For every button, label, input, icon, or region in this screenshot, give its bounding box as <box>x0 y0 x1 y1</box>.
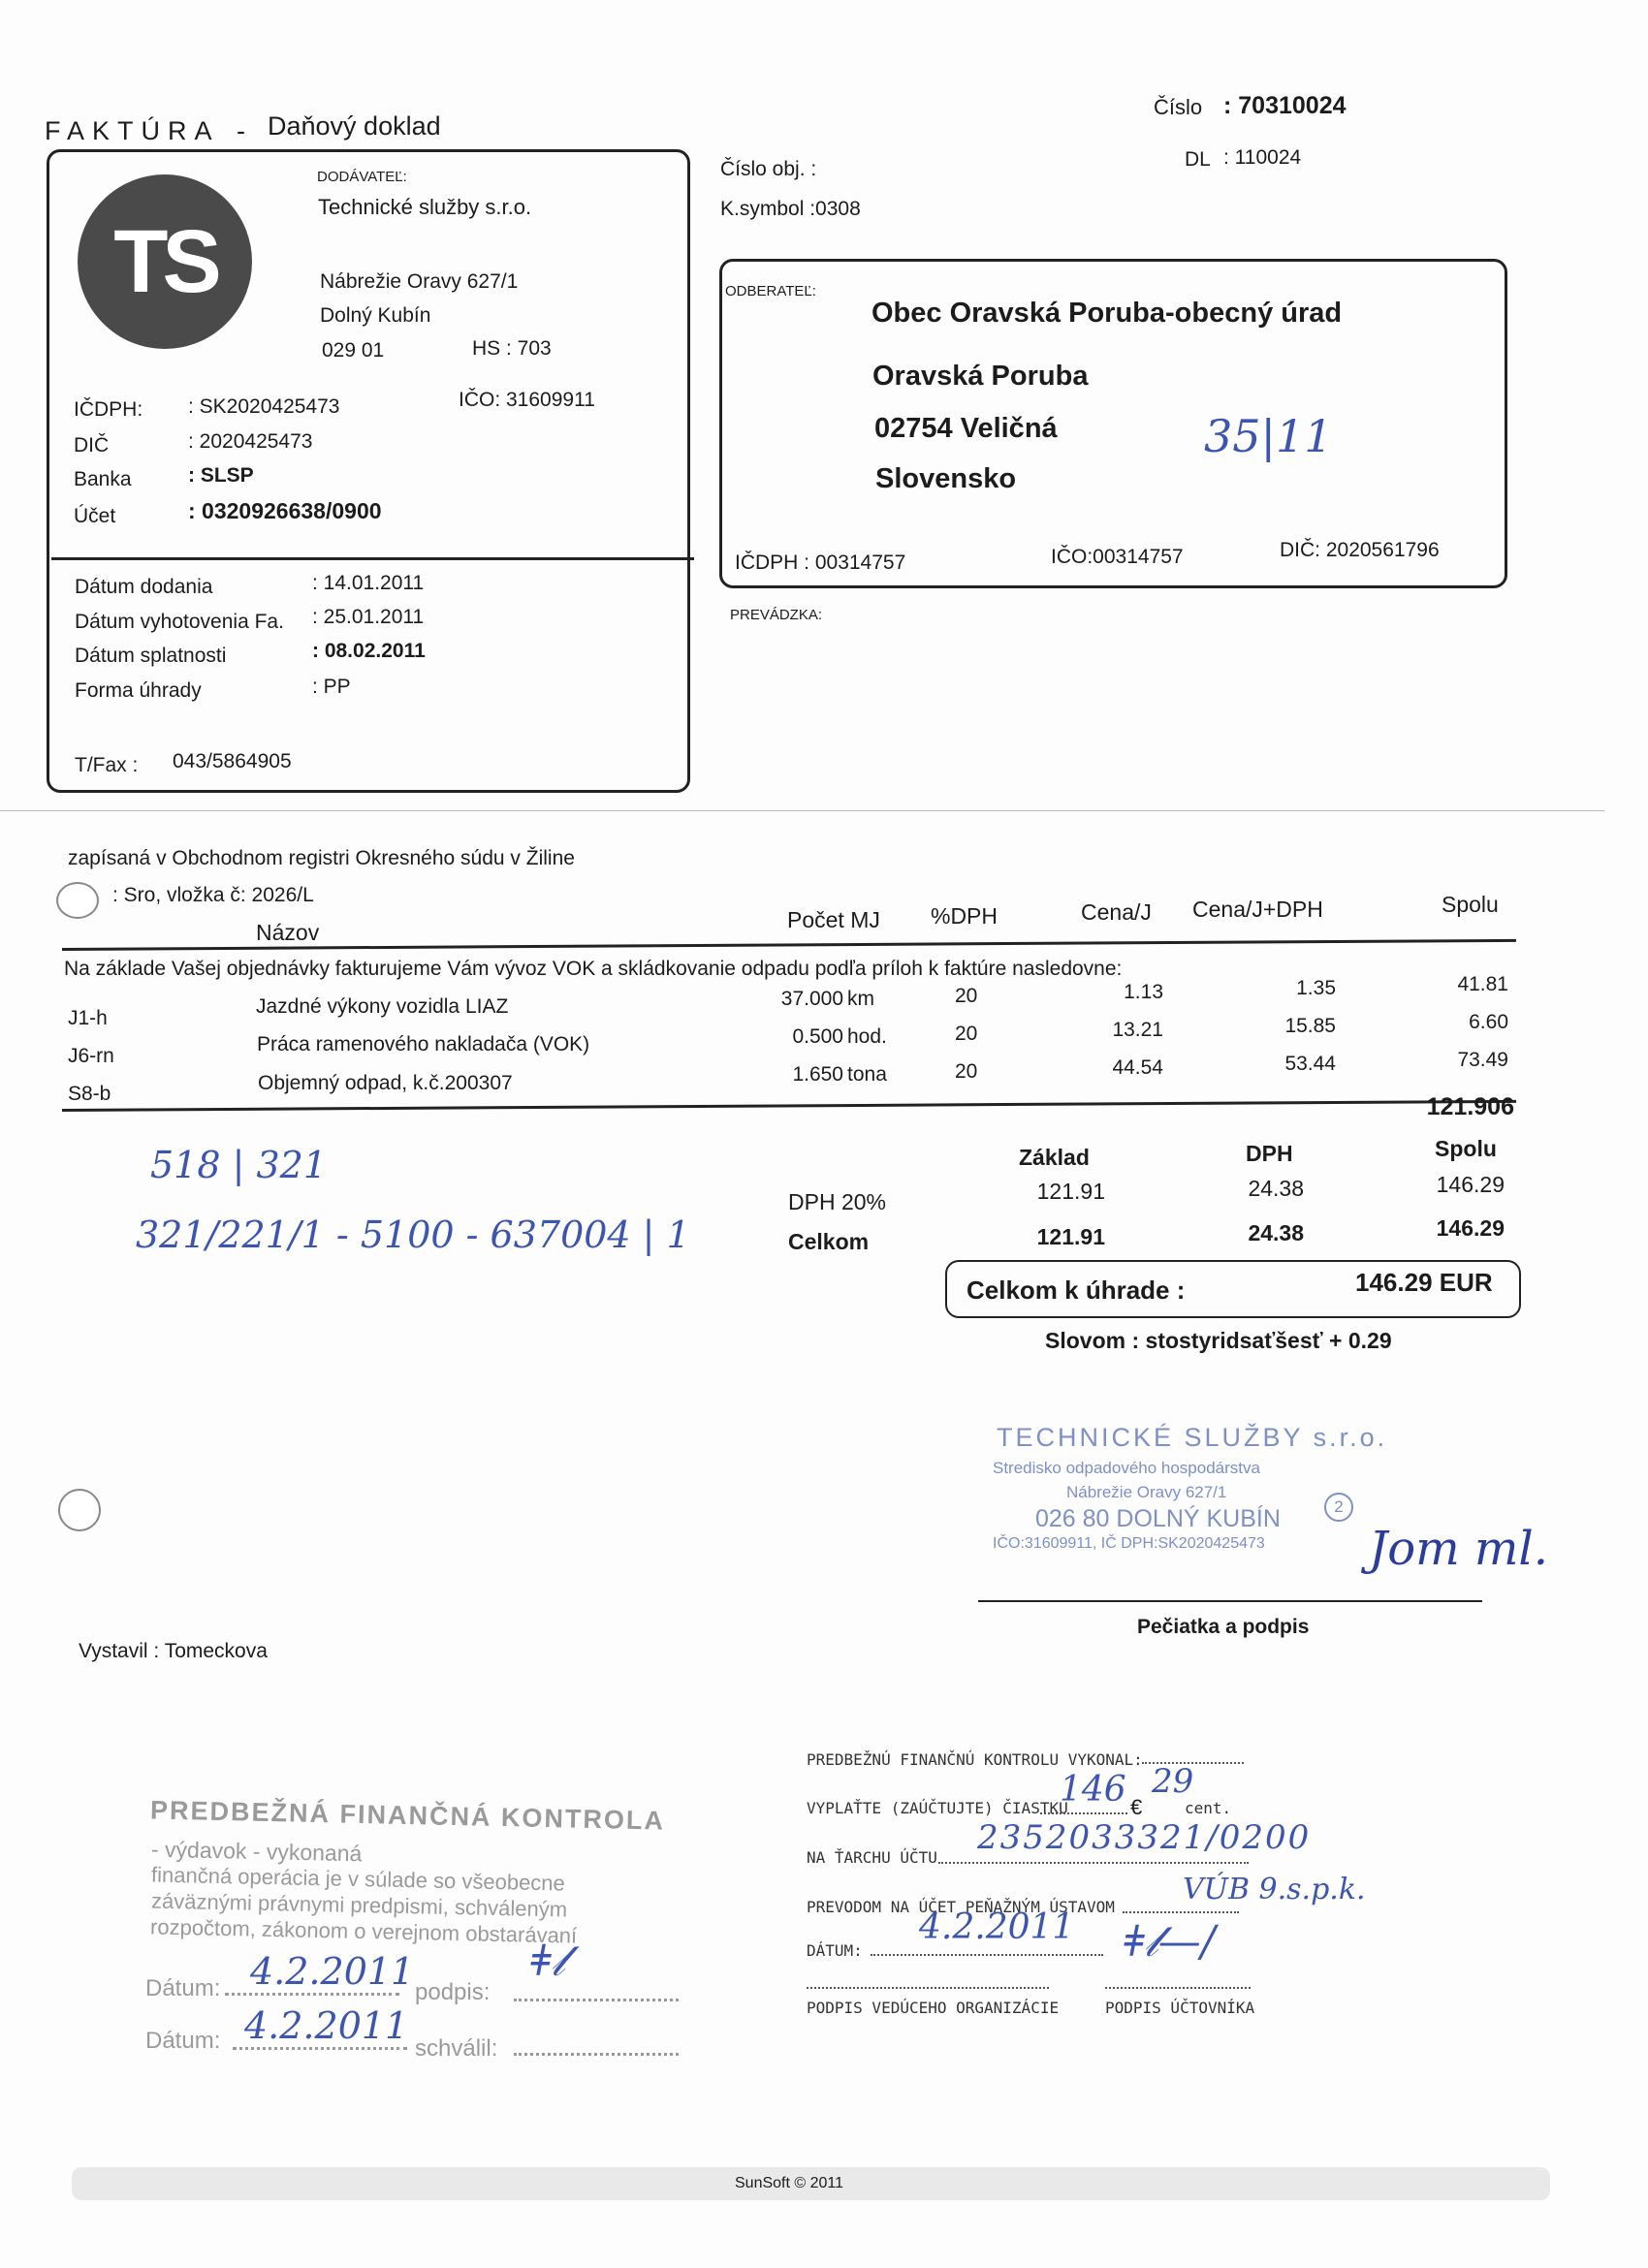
date-due-label: Dátum splatnosti <box>75 645 227 667</box>
supplier-street: Nábrežie Oravy 627/1 <box>320 270 519 293</box>
row1-price: 1.13 <box>1124 981 1163 1003</box>
row2-code: J6-rn <box>68 1045 114 1067</box>
row3-name: Objemný odpad, k.č.200307 <box>258 1072 513 1094</box>
payment-sig1-label: PODPIS VEDÚCEHO ORGANIZÁCIE <box>807 1999 1060 2017</box>
col-header-total: Spolu <box>1442 892 1499 917</box>
footer-software: SunSoft © 2011 <box>735 2175 844 2191</box>
date-delivery: : 14.01.2011 <box>312 572 425 594</box>
row3-qty: 1.650 <box>792 1063 843 1086</box>
row3-code: S8-b <box>68 1083 111 1105</box>
table-grand-total: 121.906 <box>1426 1093 1514 1120</box>
stamp-company-line2: Stredisko odpadového hospodárstva <box>993 1459 1260 1477</box>
customer-handwritten-note: 35|11 <box>1204 410 1333 462</box>
company-logo <box>78 174 252 349</box>
control-date1-value: 4.2.2011 <box>250 1950 415 1993</box>
row1-total: 41.81 <box>1457 973 1508 995</box>
payment-form: : PP <box>312 676 351 698</box>
row3-total: 73.49 <box>1457 1049 1508 1071</box>
summary-total-label: Celkom <box>788 1229 870 1254</box>
payment-amount-label: VYPLAŤTE (ZAÚČTUJTE) ČIASTKU <box>807 1799 1068 1817</box>
invoice-number: : 70310024 <box>1223 92 1347 119</box>
signature-label: Pečiatka a podpis <box>1137 1616 1310 1638</box>
payment-form-label: Forma úhrady <box>75 679 202 702</box>
table-footer-rule <box>62 1100 1516 1112</box>
doc-subtitle: Daňový doklad <box>268 111 441 141</box>
customer-icdph: IČDPH : 00314757 <box>735 551 906 574</box>
stamp-company-line1: TECHNICKÉ SLUŽBY s.r.o. <box>997 1423 1388 1452</box>
col-header-price: Cena/J <box>1081 899 1152 925</box>
supplier-ico: IČO: 31609911 <box>459 389 595 411</box>
amount-in-words: Slovom : stostyridsaťšesť + 0.29 <box>1045 1328 1392 1353</box>
row1-vat: 20 <box>955 985 978 1007</box>
fold-line <box>0 810 1604 811</box>
row3-price-vat: 53.44 <box>1284 1053 1336 1075</box>
row1-code: J1-h <box>68 1007 108 1029</box>
payment-account-label: NA ŤARCHU ÚČTU <box>807 1848 937 1867</box>
signature-line <box>978 1600 1482 1602</box>
control-sign-line <box>514 1999 679 2001</box>
control-approved-line <box>514 2053 679 2056</box>
summary-total-base: 121.91 <box>1036 1224 1105 1249</box>
register-line2: : Sro, vložka č: 2026/L <box>112 884 314 906</box>
supplier-icdph: : SK2020425473 <box>188 395 340 418</box>
supplier-dic-label: DIČ <box>74 434 110 457</box>
issued-by: Vystavil : Tomeckova <box>79 1640 268 1662</box>
punch-hole-2 <box>58 1489 101 1531</box>
table-intro: Na základe Vašej objednávky fakturujeme Vám vývoz VOK a skládkovanie odpadu podľa príloh k faktúre nasledovne: <box>64 958 1123 980</box>
stamp-company-line5: IČO:31609911, IČ DPH:SK2020425473 <box>993 1535 1265 1552</box>
payment-date: 4.2.2011 <box>919 1907 1075 1947</box>
payment-account: 2352033321/0200 <box>977 1818 1312 1857</box>
control-signature: ǂ𝓁 <box>531 1937 565 1986</box>
delivery-note-number: : 110024 <box>1223 146 1302 169</box>
date-issued-label: Dátum vyhotovenia Fa. <box>75 611 284 633</box>
control-approved-label: schválil: <box>415 2035 498 2062</box>
supplier-account-label: Účet <box>74 505 116 527</box>
payment-account-dots <box>938 1862 1249 1864</box>
supplier-bank-label: Banka <box>74 468 132 490</box>
payment-date-dots <box>871 1954 1103 1956</box>
summary-vat20-total: 146.29 <box>1436 1172 1505 1197</box>
control-date2-line <box>233 2047 407 2050</box>
control-stamp-line2: - výdavok - vykonaná <box>150 1836 363 1867</box>
order-number-label: Číslo obj. : <box>720 158 817 180</box>
summary-col-vat: DPH <box>1246 1141 1293 1166</box>
control-stamp-line4: záväznými právnymi predpismi, schváleným <box>150 1888 568 1922</box>
register-line1: zapísaná v Obchodnom registri Okresného súdu v Žiline <box>68 847 575 869</box>
row2-name: Práca ramenového nakladača (VOK) <box>257 1033 590 1055</box>
payment-stamp-line1: PREDBEŽNÚ FINANČNÚ KONTROLU VYKONAL: <box>807 1750 1143 1769</box>
handwritten-ref1: 518 | 321 <box>150 1144 328 1186</box>
amount-due-label: Celkom k úhrade : <box>967 1276 1186 1305</box>
control-date2-label: Dátum: <box>145 2028 221 2054</box>
row1-qty: 37.000 <box>780 988 843 1010</box>
constant-symbol: K.symbol :0308 <box>720 198 861 220</box>
customer-dic: DIČ: 2020561796 <box>1280 539 1440 561</box>
row3-unit: tona <box>847 1063 887 1086</box>
payment-date-label: DÁTUM: <box>807 1941 863 1960</box>
col-header-name: Názov <box>256 920 320 945</box>
date-issued: : 25.01.2011 <box>312 606 425 628</box>
delivery-note-label: DL <box>1185 148 1211 171</box>
payment-sig2-dots <box>1105 1987 1251 1989</box>
payment-bank-label: PREVODOM NA ÚČET PEŇAŽNÝM ÚSTAVOM <box>807 1898 1115 1916</box>
supplier-signature: Jom ml. <box>1369 1522 1549 1576</box>
handwritten-ref2: 321/221/1 - 5100 - 637004 | 1 <box>136 1213 690 1256</box>
customer-line2: Oravská Poruba <box>872 361 1089 392</box>
payment-euro-sign: € <box>1130 1795 1143 1819</box>
control-stamp-line3: finančná operácia je v súlade so všeobecne <box>150 1862 566 1896</box>
payment-amount-eur: 146 <box>1060 1770 1126 1810</box>
row1-name: Jazdné výkony vozidla LIAZ <box>256 995 509 1018</box>
row2-total: 6.60 <box>1469 1011 1508 1033</box>
control-stamp-line5: rozpočtom, zákonom o verejnom obstarávaní <box>149 1914 578 1948</box>
amount-due-value: 146.29 EUR <box>1355 1268 1493 1297</box>
stamp-company-mark: 2 <box>1324 1493 1353 1522</box>
control-sign-label: podpis: <box>415 1979 491 2005</box>
row2-vat: 20 <box>955 1023 978 1045</box>
row2-unit: hod. <box>847 1025 887 1048</box>
payment-cent-label: cent. <box>1185 1799 1232 1817</box>
doc-title: FAKTÚRA <box>45 116 220 145</box>
row1-price-vat: 1.35 <box>1296 977 1336 999</box>
summary-vat20-vat: 24.38 <box>1248 1176 1304 1201</box>
stamp-company-line3: Nábrežie Oravy 627/1 <box>1066 1483 1227 1501</box>
row3-vat: 20 <box>955 1060 978 1083</box>
payment-signature: ǂ𝓁—/ <box>1125 1917 1216 1967</box>
row2-price-vat: 15.85 <box>1284 1015 1336 1037</box>
punch-hole-1 <box>56 882 99 919</box>
customer-line4: Slovensko <box>875 463 1017 494</box>
phone-fax-label: T/Fax : <box>75 754 139 776</box>
supplier-divider <box>51 557 694 560</box>
col-header-qty: Počet MJ <box>787 907 880 932</box>
col-header-vat: %DPH <box>931 903 998 929</box>
logo-text: TS <box>113 211 216 311</box>
customer-line3: 02754 Veličná <box>874 413 1058 444</box>
phone-fax: 043/5864905 <box>173 750 292 772</box>
summary-col-total: Spolu <box>1435 1136 1497 1161</box>
payment-sig1-dots <box>807 1987 1049 1989</box>
row2-qty: 0.500 <box>792 1025 843 1048</box>
summary-col-base: Základ <box>1019 1145 1090 1170</box>
prevadzka-label: PREVÁDZKA: <box>730 607 823 623</box>
supplier-bank: : SLSP <box>188 464 254 487</box>
payment-amount-cent: 29 <box>1152 1762 1194 1801</box>
invoice-number-label: Číslo <box>1154 95 1203 119</box>
summary-total-vat: 24.38 <box>1248 1220 1304 1245</box>
supplier-dic: : 2020425473 <box>188 430 313 453</box>
payment-bank: VÚB 9.s.p.k. <box>1183 1873 1366 1906</box>
customer-ico: IČO:00314757 <box>1051 546 1184 568</box>
supplier-name: Technické služby s.r.o. <box>318 195 532 219</box>
summary-vat20-label: DPH 20% <box>788 1189 886 1214</box>
summary-vat20-base: 121.91 <box>1036 1179 1105 1204</box>
supplier-city: Dolný Kubín <box>320 304 431 327</box>
customer-section-label: ODBERATEĽ: <box>725 283 816 299</box>
payment-amount-eur-dots <box>1040 1812 1127 1814</box>
title-separator: - <box>237 116 245 145</box>
control-date1-line <box>225 1993 399 1996</box>
summary-total-total: 146.29 <box>1436 1215 1505 1241</box>
supplier-account: : 0320926638/0900 <box>188 498 382 523</box>
control-stamp-title: PREDBEŽNÁ FINANČNÁ KONTROLA <box>149 1795 666 1836</box>
date-delivery-label: Dátum dodania <box>75 576 213 598</box>
row2-price: 13.21 <box>1112 1019 1163 1041</box>
payment-bank-dots <box>1123 1911 1239 1913</box>
date-due: : 08.02.2011 <box>312 640 426 662</box>
stamp-company-line4: 026 80 DOLNÝ KUBÍN <box>1035 1505 1281 1532</box>
col-header-price-vat: Cena/J+DPH <box>1192 897 1323 922</box>
row1-unit: km <box>847 988 874 1010</box>
payment-sig2-label: PODPIS ÚČTOVNÍKA <box>1105 1999 1255 2017</box>
control-date1-label: Dátum: <box>145 1975 221 2001</box>
customer-name: Obec Oravská Poruba-obecný úrad <box>872 298 1343 329</box>
supplier-hs: HS : 703 <box>472 337 552 360</box>
supplier-section-label: DODÁVATEĽ: <box>317 169 407 185</box>
supplier-icdph-label: IČDPH: <box>74 398 143 421</box>
control-date2-value: 4.2.2011 <box>244 2004 409 2047</box>
supplier-zip: 029 01 <box>322 339 385 362</box>
row3-price: 44.54 <box>1112 1056 1163 1079</box>
